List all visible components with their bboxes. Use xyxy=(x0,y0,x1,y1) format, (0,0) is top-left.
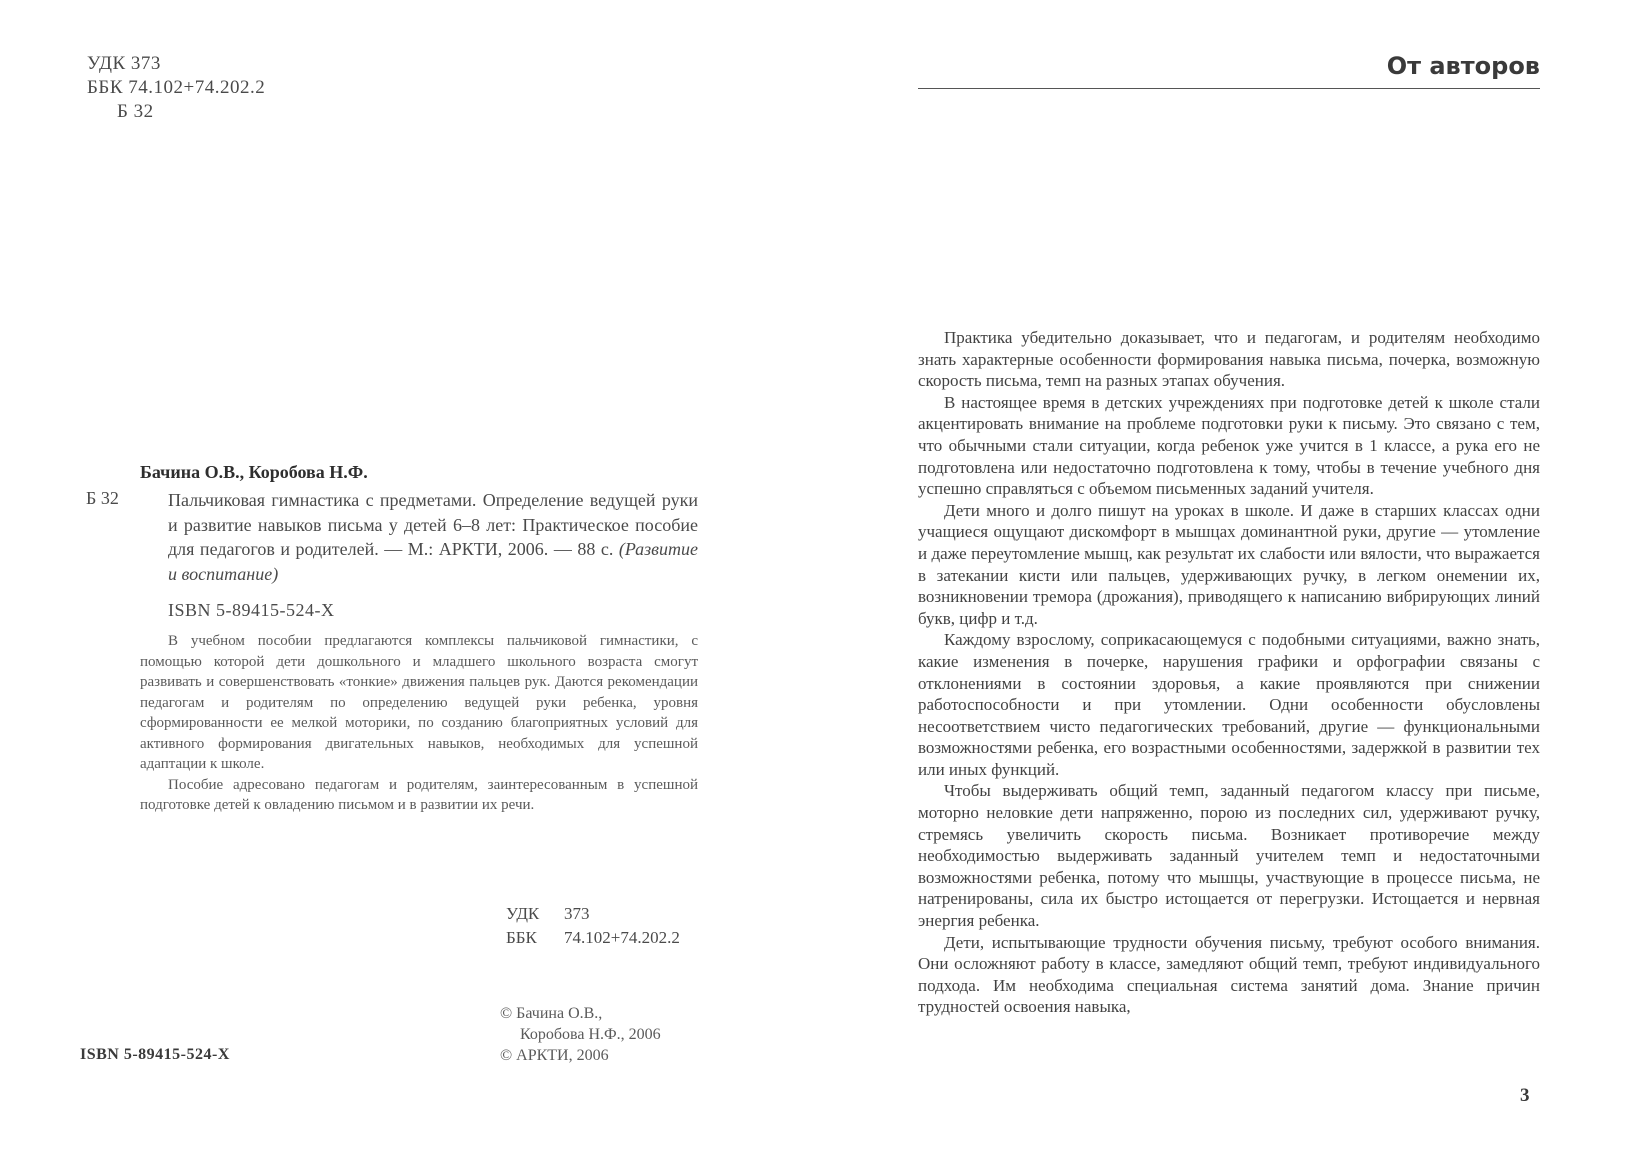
copyright-block xyxy=(500,1003,661,1066)
biblio-series: (Развитие и воспитание) xyxy=(168,539,698,584)
bibliographic-description xyxy=(168,488,698,586)
book-code: Б 32 xyxy=(86,488,119,508)
isbn-bottom: ISBN 5-89415-524-X xyxy=(80,1046,230,1063)
copyright-publisher: © АРКТИ, 2006 xyxy=(500,1047,609,1064)
section-title: От авторов xyxy=(1386,52,1540,80)
udk-label: УДК xyxy=(506,904,540,923)
body-paragraph: Чтобы выдерживать общий темп, заданный педагогом классу при письме, моторно неловкие дети напряженно, порою из последних сил, удерживают ручку, стремясь увеличить скорость письма. Возникает противоречие между необходимостью выдерживать заданный учителем темп и недостаточными возможностями ребенка, потому что мышцы, участвующие в процессе письма, не натренированы, сила их быстро истощается от перегрузки. Истощается и нервная энергия ребенка. xyxy=(918,781,1540,931)
body-paragraph: Каждому взрослому, соприкасающемуся с подобными ситуациями, важно знать, какие изменения в почерке, нарушения графики и орфографии связаны с отклонениями в состоянии здоровья, а какие проявляются при снижении работоспособности и при утомлении. Одни особенности обусловлены несоответствием чисто педагогических требований, другие — функциональными возможностями ребенка, его возрастными особенностями, задержкой в развитии тех или иных функций. xyxy=(918,630,1540,779)
isbn-mid: ISBN 5-89415-524-X xyxy=(168,600,335,620)
body-text xyxy=(918,327,1540,1018)
title-divider xyxy=(918,88,1540,89)
right-page xyxy=(822,0,1644,1151)
biblio-main: Пальчиковая гимнастика с предметами. Определение ведущей руки и развитие навыков письма у детей 6–8 лет: Практическое пособие для педагогов и родителей. — М.: АРКТИ, 2006. — 88 с. xyxy=(168,490,698,559)
bbk-code: ББК 74.102+74.202.2 xyxy=(87,77,266,98)
bbk-label: ББК xyxy=(506,928,537,947)
abstract xyxy=(140,631,698,816)
body-paragraph: Дети, испытывающие трудности обучения письму, требуют особого внимания. Они осложняют работу в классе, замедляют общий темп, требуют индивидуального подхода. Им необходима специальная система занятий дома. Знание причин трудностей освоения навыка, xyxy=(918,932,1540,1017)
udk-bottom-block xyxy=(506,902,680,950)
body-paragraph: Дети много и долго пишут на уроках в школе. И даже в старших классах одни учащиеся ощущают дискомфорт в мышцах доминантной руки, другие — утомление и даже переутомление мышц, как результат их слабости или вялости, что выражается в затекании кисти или пальцев, удерживающих ручку, в легком онемении их, возникновении тремора (дрожания), приводящего к написанию вибрирующих линий букв, цифр и т.д. xyxy=(918,500,1540,628)
author-mark-code: Б 32 xyxy=(117,101,154,122)
udk-value: 373 xyxy=(564,904,590,923)
page-number: 3 xyxy=(1520,1085,1530,1106)
copyright-authors: © Бачина О.В., xyxy=(500,1005,603,1022)
body-paragraph: Практика убедительно доказывает, что и педагогам, и родителям необходимо знать характерные особенности формирования навыка письма, почерка, возможную скорость письма, темп на разных этапах обучения. xyxy=(918,328,1540,391)
abstract-paragraph: Пособие адресовано педагогам и родителям, заинтересованным в успешной подготовке детей к овладению письмом и в развитии их речи. xyxy=(140,776,698,813)
udk-code: УДК 373 xyxy=(87,53,161,74)
body-paragraph: В настоящее время в детских учреждениях при подготовке детей к школе стали акцентировать внимание на проблеме подготовки руки к письму. Это связано с тем, что обычными стали ситуации, когда ребенок уже учится в 1 классе, а рука его не подготовлена или недостаточно подготовлена к тому, чтобы в течение учебного дня успешно справляться с объемом письменных заданий учителя. xyxy=(918,392,1540,499)
udk-header-block xyxy=(87,52,265,124)
author-line: Бачина О.В., Коробова Н.Ф. xyxy=(140,462,368,482)
bbk-value: 74.102+74.202.2 xyxy=(564,928,680,947)
copyright-coauthor: Коробова Н.Ф., 2006 xyxy=(520,1026,661,1043)
abstract-paragraph: В учебном пособии предлагаются комплексы пальчиковой гимнастики, с помощью которой дети дошкольного и младшего школьного возраста смогут развивать и совершенствовать «тонкие» движения пальцев рук. Даются рекомендации педагогам и родителям по определению ведущей руки ребенка, уровня сформированности ее мелкой моторики, по созданию благоприятных условий для активного формирования двигательных навыков, необходимых для успешной адаптации к школе. xyxy=(140,633,698,772)
